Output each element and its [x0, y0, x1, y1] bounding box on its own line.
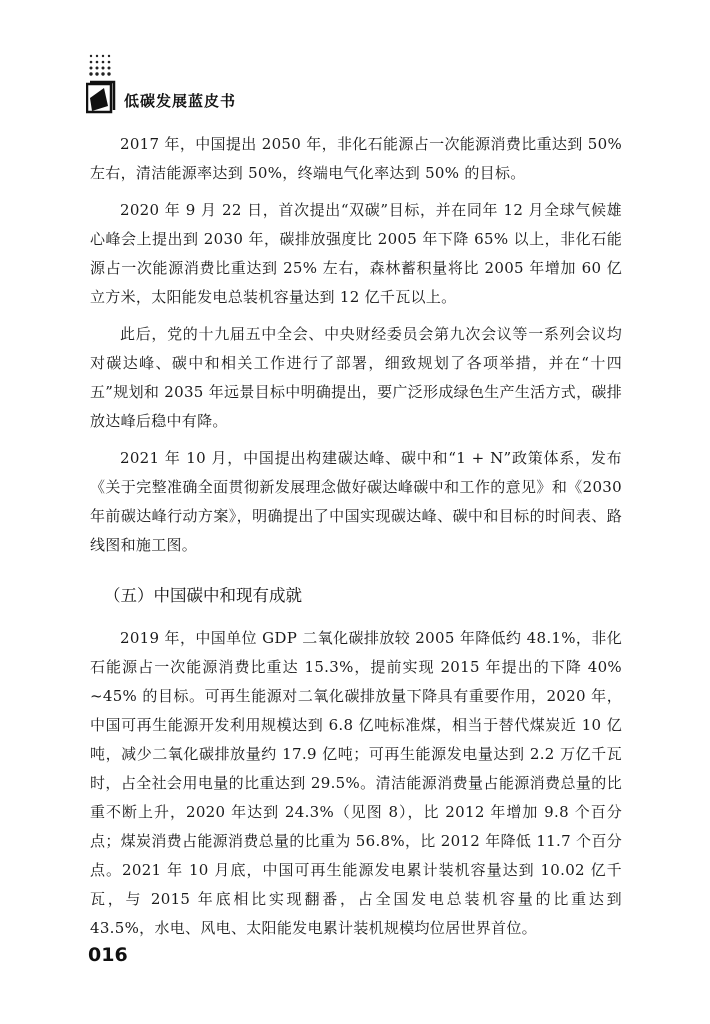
series-title: 低碳发展蓝皮书	[124, 92, 237, 110]
body-paragraph: 2017 年，中国提出 2050 年，非化石能源占一次能源消费比重达到 50% 左右，清洁能源率达到 50%，终端电气化率达到 50% 的目标。	[90, 135, 622, 182]
page-header	[86, 52, 306, 116]
body-paragraph: 2019 年，中国单位 GDP 二氧化碳排放较 2005 年降低约 48.1%，非化石能源占一次能源消费比重达 15.3%，提前实现 2015 年提出的下降 40% ~45% 的目标。可再生能源对二氧化碳排放量下降具有重要作用，2020 年，中国可再生能源开发利用规模达到 6.8 亿吨标准煤，相当于替代煤炭近 10 亿吨，减少二氧化碳排放量约 17.9 亿吨；可再生能源发电量达到 2.2 万亿千瓦时，占全社会用电量的比重达到 29.5%。清洁能源消费量占能源消费总量的比重不断上升，2020 年达到 24.3%（见图 8），比 2012 年增加 9.8 个百分点；煤炭消费占能源消费总量的比重为 56.8%，比 2012 年降低 11.7 个百分点。2021 年 10 月底，中国可再生能源发电累计装机容量达到 10.02 亿千瓦，与 2015 年底相比实现翻番，占全国发电总装机容量的比重达到 43.5%，水电、风电、太阳能发电累计装机规模均位居世界首位。	[90, 629, 622, 937]
body-paragraph: 2020 年 9 月 22 日，首次提出“双碳”目标，并在同年 12 月全球气候雄心峰会上提出到 2030 年，碳排放强度比 2005 年下降 65% 以上，非化石能源占一次能源消费比重达到 25% 左右，森林蓄积量将比 2005 年增加 60 亿立方米，太阳能发电总装机容量达到 12 亿千瓦以上。	[90, 201, 622, 306]
body-paragraph: 2021 年 10 月，中国提出构建碳达峰、碳中和“1 + N”政策体系，发布《关于完整准确全面贯彻新发展理念做好碳达峰碳中和工作的意见》和《2030 年前碳达峰行动方案》，明确提出了中国实现碳达峰、碳中和目标的时间表、路线图和施工图。	[90, 449, 622, 554]
body-paragraph: 此后，党的十九届五中全会、中央财经委员会第九次会议等一系列会议均对碳达峰、碳中和相关工作进行了部署，细致规划了各项举措，并在“十四五”规划和 2035 年远景目标中明确提出，要广泛形成绿色生产生活方式，碳排放达峰后稳中有降。	[90, 325, 622, 430]
section-heading: （五）中国碳中和现有成就	[104, 586, 302, 605]
book-logo-icon	[86, 80, 116, 114]
page-body	[90, 130, 622, 951]
page-number: 016	[88, 944, 128, 966]
